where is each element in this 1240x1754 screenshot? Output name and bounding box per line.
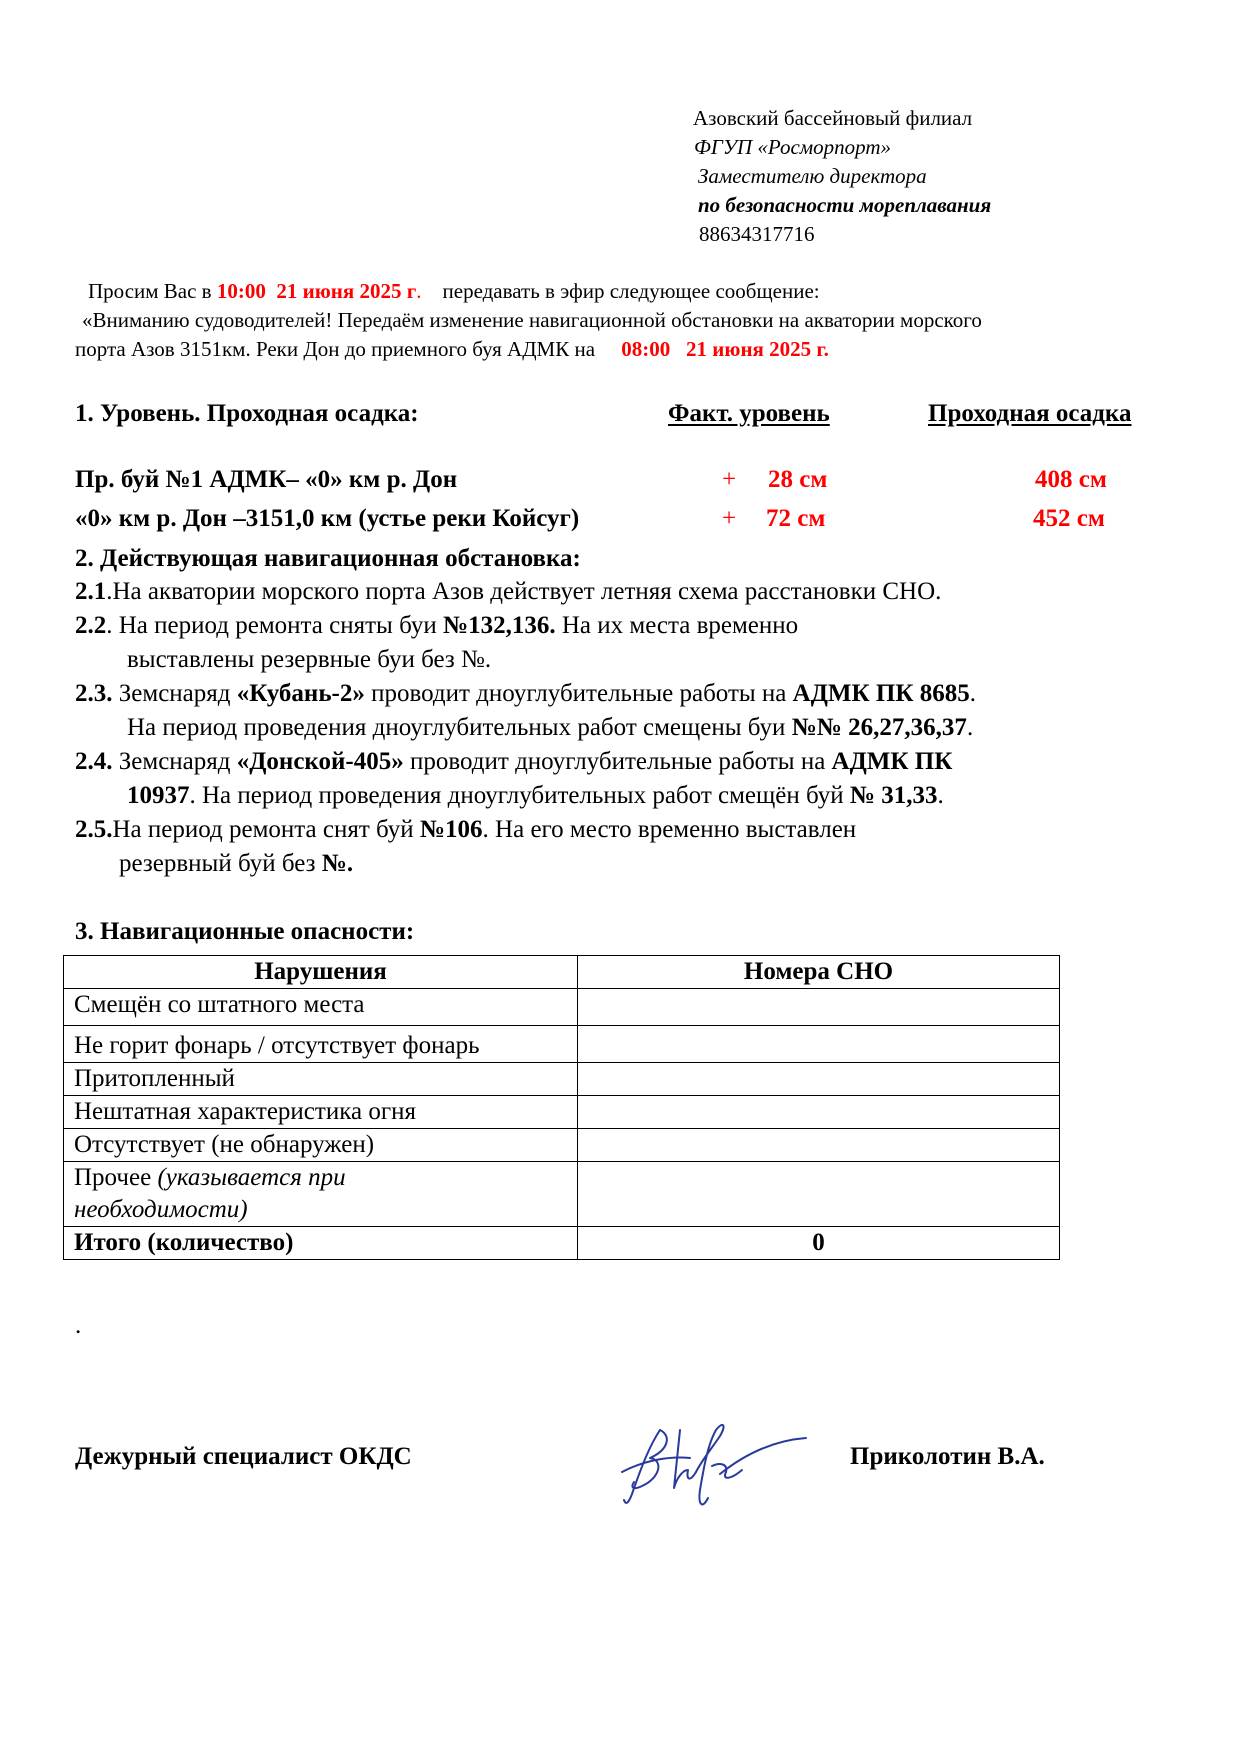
hazard-label: Смещён со штатного места: [64, 989, 578, 1026]
situation-2-4-c: проводит дноуглубительные работы на: [403, 748, 832, 775]
situation-2-3-h: .: [966, 714, 974, 741]
table-row: [64, 989, 1060, 1026]
hazard-total-value: 0: [578, 1227, 1060, 1260]
hazard-value: [578, 1063, 1060, 1096]
level-row-2-draft: 452 см: [1033, 505, 1105, 532]
request-line-2: «Вниманию судоводителей! Передаём изменение навигационной обстановки на акватории морского: [82, 308, 982, 332]
request-prefix: Просим Вас в: [88, 279, 212, 303]
levels-heading: 1. Уровень. Проходная осадка:: [75, 400, 419, 427]
situation-2-5-num: 2.5.: [75, 816, 113, 843]
situation-2-2-c: На их места временно: [555, 612, 799, 639]
situation-item-2-5: [75, 816, 856, 844]
stray-dot: .: [75, 1312, 82, 1339]
addressee-phone: 88634317716: [699, 222, 815, 246]
table-row: [64, 1129, 1060, 1162]
hazard-value: [578, 1162, 1060, 1227]
hazard-value: [578, 1026, 1060, 1063]
situation-2-1-text: .На акватории морского порта Азов действует летняя схема расстановки СНО.: [106, 578, 942, 605]
level-row-1-sign: +: [722, 466, 737, 493]
table-row: [64, 1096, 1060, 1129]
situation-2-5-line2: [119, 850, 353, 878]
situation-2-2-b: №132,136.: [442, 612, 556, 639]
situation-2-2-a: . На период ремонта сняты буи: [106, 612, 443, 639]
situation-2-4-num: 2.4.: [75, 748, 113, 775]
request-time-2: 08:00: [621, 337, 671, 361]
request-time: 10:00: [216, 279, 266, 303]
situation-2-5-e: №.: [321, 850, 354, 877]
situation-item-2-1: [75, 578, 941, 606]
level-row-1-name: Пр. буй №1 АДМК– «0» км р. Дон: [75, 466, 458, 493]
situation-2-4-b: «Донской-405»: [236, 748, 404, 775]
situation-heading: 2. Действующая навигационная обстановка:: [75, 545, 581, 572]
level-row-2-fact: 72 см: [766, 505, 826, 532]
hazard-value: [578, 1096, 1060, 1129]
situation-2-3-c: проводит дноуглубительные работы на: [364, 680, 793, 707]
hazard-other-label: Прочее: [74, 1164, 158, 1191]
table-row: [64, 1026, 1060, 1063]
situation-2-5-a: На период ремонта снят буй: [112, 816, 420, 843]
situation-2-1-num: 2.1: [75, 578, 107, 605]
addressee-line-4: по безопасности мореплавания: [698, 193, 992, 217]
addressee-block: [693, 104, 991, 249]
hazards-col-sno: Номера СНО: [578, 956, 1060, 989]
request-date-dot: .: [416, 279, 422, 303]
request-line-1: [88, 279, 820, 304]
request-date-2: 21 июня 2025 г.: [686, 337, 829, 361]
addressee-line-1: Азовский бассейновый филиал: [693, 106, 973, 130]
situation-2-3-num: 2.3.: [75, 680, 113, 707]
hazard-label: Нештатная характеристика огня: [64, 1096, 578, 1129]
hazard-total-label: Итого (количество): [64, 1227, 578, 1260]
situation-2-2-num: 2.2: [75, 612, 107, 639]
situation-2-3-g: №№ 26,27,36,37: [791, 714, 967, 741]
situation-item-2-4: [75, 748, 952, 776]
situation-2-5-b: №106: [419, 816, 483, 843]
situation-2-4-g: № 31,33: [849, 782, 938, 809]
situation-2-3-line2: [127, 714, 973, 742]
levels-col-fact: Факт. уровень: [668, 400, 830, 427]
hazards-col-violations: Нарушения: [64, 956, 578, 989]
situation-2-4-line2: [127, 782, 944, 810]
level-row-2-name: «0» км р. Дон –3151,0 км (устье реки Койсуг): [75, 505, 580, 532]
situation-2-2-d: выставлены резервные буи без №.: [127, 646, 492, 673]
request-line-3: [75, 337, 829, 362]
situation-2-3-a: Земснаряд: [112, 680, 237, 707]
level-row-2-sign: +: [722, 505, 737, 532]
hazard-other-note-1: (указывается при: [157, 1164, 346, 1191]
situation-2-4-f: . На период проведения дноуглубительных работ смещён буй: [189, 782, 850, 809]
situation-2-4-h: .: [937, 782, 944, 809]
hazard-label: Не горит фонарь / отсутствует фонарь: [64, 1026, 578, 1063]
hazards-table: [63, 955, 1060, 1260]
hazard-label: Отсутствует (не обнаружен): [64, 1129, 578, 1162]
levels-col-draft: Проходная осадка: [928, 400, 1132, 427]
situation-2-5-c: . На его место временно выставлен: [482, 816, 857, 843]
table-row: [64, 1162, 1060, 1227]
situation-2-5-d: резервный буй без: [119, 850, 322, 877]
signature-position: Дежурный специалист ОКДС: [75, 1443, 412, 1470]
situation-2-4-d: АДМК ПК: [831, 748, 953, 775]
addressee-line-3: Заместителю директора: [698, 164, 927, 188]
hazard-value: [578, 1129, 1060, 1162]
request-date: 21 июня 2025 г: [276, 279, 417, 303]
handwritten-signature-icon: [620, 1410, 820, 1520]
addressee-line-2: ФГУП «Росморпорт»: [694, 135, 892, 159]
situation-2-3-d: АДМК ПК 8685: [792, 680, 970, 707]
situation-2-4-e: 10937: [127, 782, 190, 809]
hazard-value: [578, 989, 1060, 1026]
situation-2-4-a: Земснаряд: [112, 748, 237, 775]
situation-2-3-b: «Кубань-2»: [236, 680, 365, 707]
hazard-label: Притопленный: [64, 1063, 578, 1096]
situation-item-2-3: [75, 680, 976, 708]
situation-item-2-2: [75, 612, 798, 640]
signature-name: Приколотин В.А.: [850, 1443, 1045, 1470]
hazards-heading: 3. Навигационные опасности:: [75, 918, 415, 945]
situation-2-3-f: На период проведения дноуглубительных работ смещены буи: [127, 714, 792, 741]
level-row-1-draft: 408 см: [1035, 466, 1107, 493]
hazard-label-other: [64, 1162, 578, 1227]
level-row-1-fact: 28 см: [768, 466, 828, 493]
situation-2-3-e: .: [969, 680, 976, 707]
request-suffix: передавать в эфир следующее сообщение:: [442, 279, 820, 303]
hazards-total-row: [64, 1227, 1060, 1260]
request-line-3-text: порта Азов 3151км. Реки Дон до приемного буя АДМК на: [75, 337, 596, 361]
hazard-other-note-2: необходимости): [74, 1196, 248, 1223]
table-row: [64, 1063, 1060, 1096]
hazards-header-row: [64, 956, 1060, 989]
